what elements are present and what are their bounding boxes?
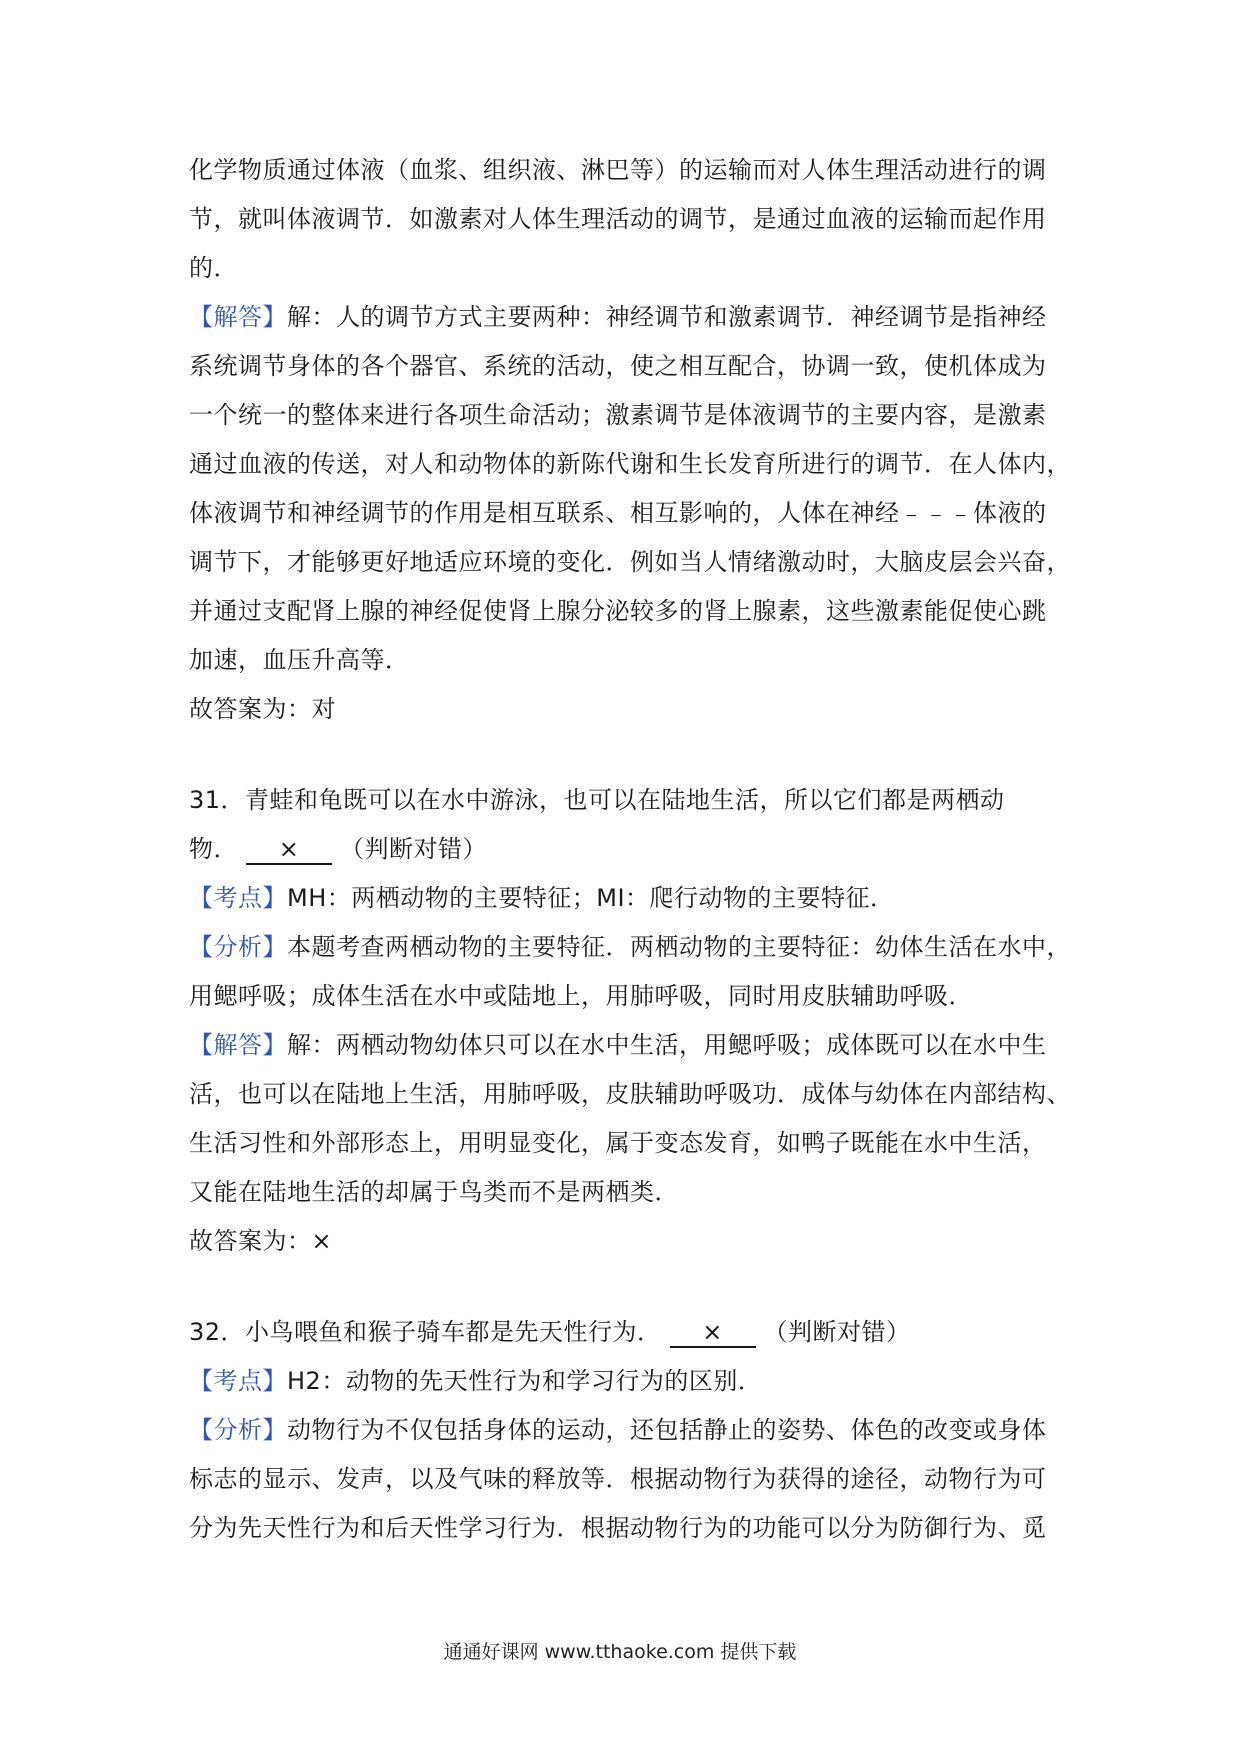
q31-answer: 生活习性和外部形态上，用明显变化，属于变态发育，如鸭子既能在水中生活， — [189, 1129, 1047, 1157]
q30-answer-line: 系统调节身体的各个器官、系统的活动，使之相互配合，协调一致，使机体成为 — [189, 352, 1047, 380]
q30-answer-line: 体液调节和神经调节的作用是相互联系、相互影响的，人体在神经﹣﹣﹣体液的 — [189, 499, 1047, 527]
q31-analysis: 【分析】本题考查两栖动物的主要特征．两栖动物的主要特征：幼体生活在水中， — [189, 933, 1071, 961]
q32-stem: 32．小鸟喂鱼和猴子骑车都是先天性行为． × （判断对错） — [189, 1318, 911, 1346]
q31-answer: 又能在陆地生活的却属于鸟类而不是两栖类． — [189, 1178, 679, 1206]
intro-line: 的． — [189, 254, 238, 282]
document-page — [189, 146, 1069, 1553]
q30-final-answer: 故答案为：对 — [189, 695, 336, 723]
answer-tag: 【解答】 — [189, 1031, 287, 1059]
q30-answer-line: 【解答】解：人的调节方式主要两种：神经调节和激素调节．神经调节是指神经 — [189, 303, 1047, 331]
q32-point: 【考点】H2：动物的先天性行为和学习行为的区别． — [189, 1367, 763, 1395]
q31-stem: 31．青蛙和龟既可以在水中游泳，也可以在陆地生活，所以它们都是两栖动 — [189, 786, 1005, 814]
q30-answer-line: 加速，血压升高等． — [189, 646, 410, 674]
q32-analysis: 分为先天性行为和后天性学习行为．根据动物行为的功能可以分为防御行为、觅 — [189, 1514, 1047, 1542]
intro-line: 化学物质通过体液（血浆、组织液、淋巴等）的运输而对人体生理活动进行的调 — [189, 156, 1047, 184]
q31-answer: 活，也可以在陆地上生活，用肺呼吸，皮肤辅助呼吸功．成体与幼体在内部结构、 — [189, 1080, 1071, 1108]
q32-analysis: 标志的显示、发声，以及气味的释放等．根据动物行为获得的途径，动物行为可 — [189, 1465, 1047, 1493]
answer-blank: × — [670, 1318, 756, 1348]
q31-stem: 物． × （判断对错） — [189, 835, 487, 863]
q31-answer: 【解答】解：两栖动物幼体只可以在水中生活，用鳃呼吸；成体既可以在水中生 — [189, 1031, 1047, 1059]
q30-answer-line: 并通过支配肾上腺的神经促使肾上腺分泌较多的肾上腺素，这些激素能促使心跳 — [189, 597, 1047, 625]
analysis-tag: 【分析】 — [189, 1416, 287, 1444]
answer-blank: × — [246, 835, 332, 865]
q32-analysis: 【分析】动物行为不仅包括身体的运动，还包括静止的姿势、体色的改变或身体 — [189, 1416, 1047, 1444]
q31-analysis: 用鳃呼吸；成体生活在水中或陆地上，用肺呼吸，同时用皮肤辅助呼吸． — [189, 982, 973, 1010]
q30-answer-line: 一个统一的整体来进行各项生命活动；激素调节是体液调节的主要内容，是激素 — [189, 401, 1047, 429]
q31-point: 【考点】MH：两栖动物的主要特征；MI：爬行动物的主要特征． — [189, 884, 895, 912]
q30-answer-line: 调节下，才能够更好地适应环境的变化．例如当人情绪激动时，大脑皮层会兴奋， — [189, 548, 1071, 576]
analysis-tag: 【分析】 — [189, 933, 287, 961]
point-tag: 【考点】 — [189, 1367, 287, 1395]
point-tag: 【考点】 — [189, 884, 287, 912]
intro-line: 节，就叫体液调节．如激素对人体生理活动的调节，是通过血液的运输而起作用 — [189, 205, 1047, 233]
q30-answer-line: 通过血液的传送，对人和动物体的新陈代谢和生长发育所进行的调节．在人体内， — [189, 450, 1071, 478]
footer-source: 通通好课网 www.tthaoke.com 提供下载 — [443, 1641, 797, 1663]
q31-final-answer: 故答案为：× — [189, 1227, 333, 1255]
answer-tag: 【解答】 — [189, 303, 287, 331]
